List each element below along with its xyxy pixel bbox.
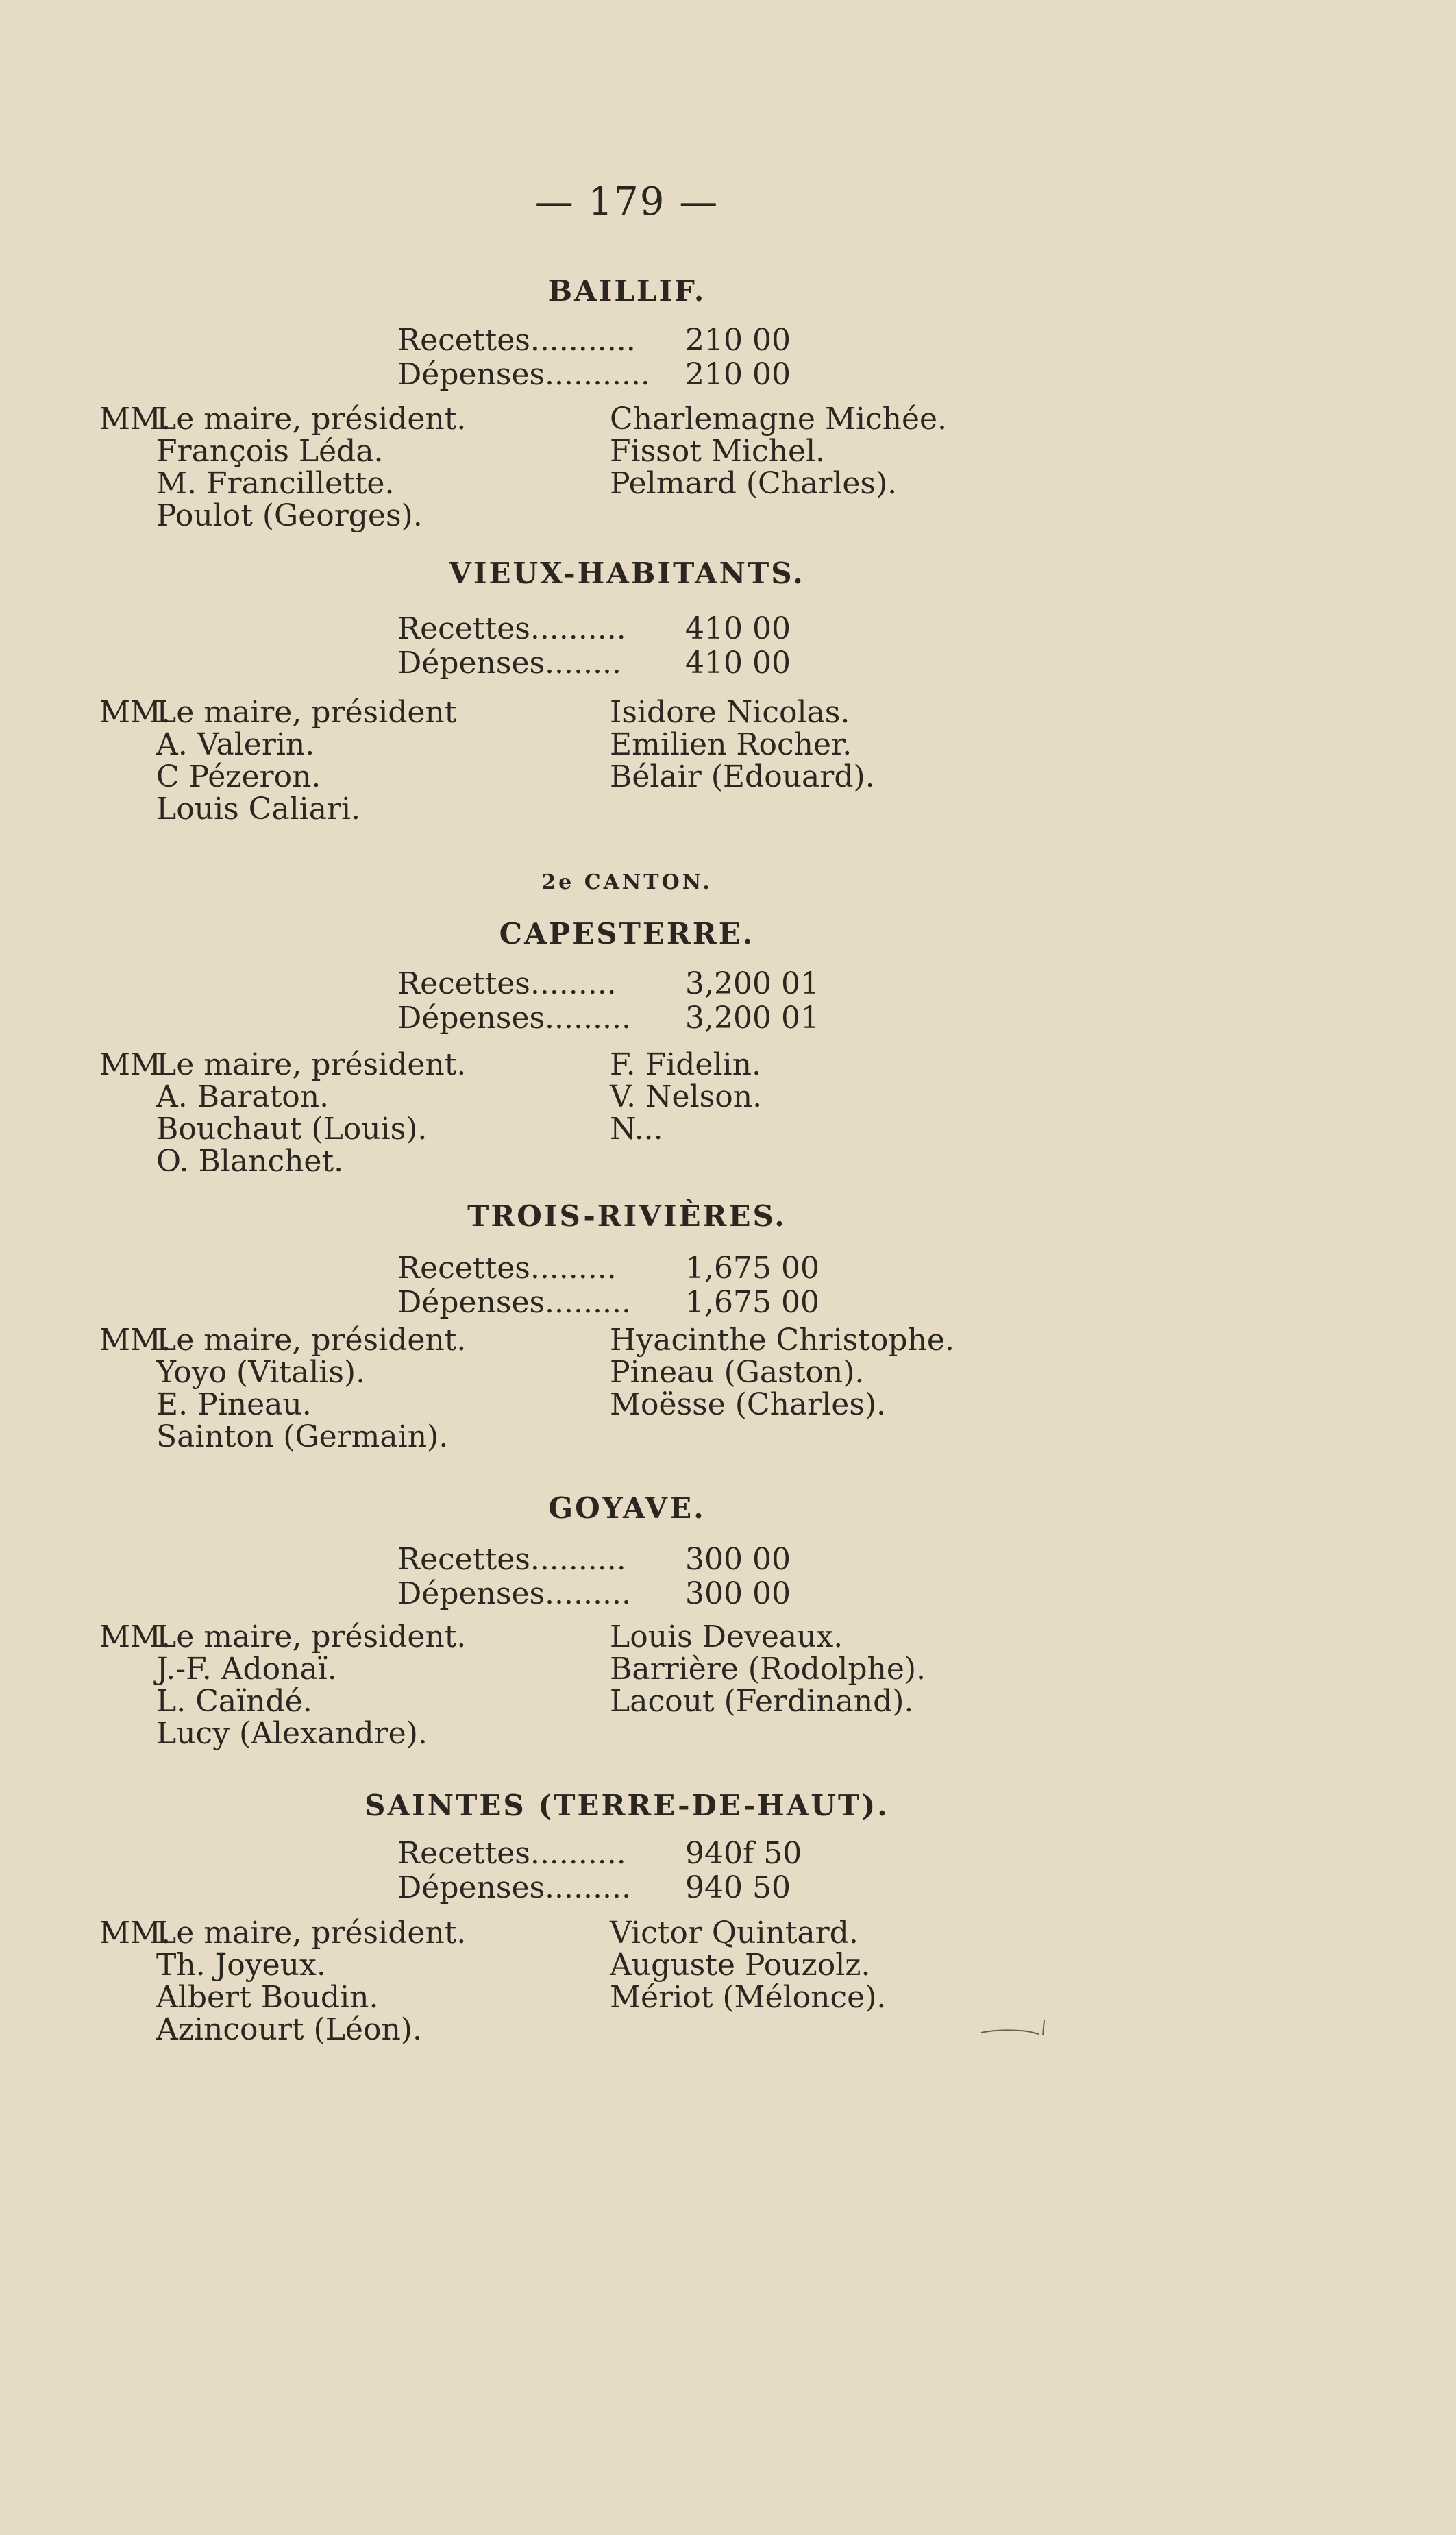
member: Le maire, président. — [156, 1619, 467, 1654]
depenses-label: Dépenses......... — [397, 1871, 631, 1905]
member: François Léda. — [156, 434, 384, 469]
finance-goyave — [397, 1543, 822, 1611]
section-title-capesterre: CAPESTERRE. — [499, 917, 755, 951]
member: Le maire, président. — [156, 1323, 467, 1358]
members-left-column — [99, 1917, 579, 2046]
depenses-label: Dépenses......... — [397, 1001, 631, 1036]
members-right-column — [610, 1324, 1021, 1421]
section-title-goyave: GOYAVE. — [548, 1491, 706, 1525]
recettes-label: Recettes.......... — [397, 1543, 626, 1577]
member: A. Baraton. — [156, 1079, 330, 1114]
member: Lacout (Ferdinand). — [610, 1684, 914, 1719]
member: N... — [610, 1112, 663, 1147]
member: Hyacinthe Christophe. — [610, 1323, 954, 1358]
recettes-label: Recettes......... — [397, 1251, 617, 1286]
finance-capesterre — [397, 967, 822, 1036]
member: F. Fidelin. — [610, 1047, 761, 1082]
page-number: — 179 — — [534, 180, 719, 224]
member: J.-F. Adonaï. — [156, 1652, 337, 1687]
members-left-column — [99, 696, 579, 825]
member: Barrière (Rodolphe). — [610, 1652, 926, 1687]
depenses-amount: 1,675 00 — [685, 1285, 819, 1320]
depenses-amount: 210 00 — [685, 357, 791, 392]
member: Pelmard (Charles). — [610, 466, 898, 501]
mm-label: MM. — [99, 402, 171, 437]
depenses-amount: 3,200 01 — [685, 1001, 819, 1036]
mm-label: MM. — [99, 1323, 171, 1358]
finance-vieux-habitants — [397, 612, 822, 681]
depenses-label: Dépenses......... — [397, 1286, 631, 1320]
depenses-amount: 940 50 — [685, 1870, 791, 1905]
members-right-column — [610, 1621, 1021, 1717]
recettes-amount: 210 00 — [685, 323, 791, 358]
member: Albert Boudin. — [156, 1980, 379, 2015]
member: Fissot Michel. — [610, 434, 826, 469]
member: Sainton (Germain). — [156, 1419, 449, 1454]
recettes-amount: 940f 50 — [685, 1836, 802, 1871]
canton-heading: 2e CANTON. — [541, 870, 713, 894]
member: Bélair (Edouard). — [610, 759, 875, 794]
members-left-column — [99, 1621, 579, 1750]
member: Charlemagne Michée. — [610, 402, 948, 437]
mm-label: MM. — [99, 1619, 171, 1654]
members-right-column — [610, 1049, 1021, 1145]
member: O. Blanchet. — [156, 1144, 344, 1179]
recettes-label: Recettes.......... — [397, 612, 626, 646]
member: C Pézeron. — [156, 759, 321, 794]
member: Lucy (Alexandre). — [156, 1716, 428, 1751]
member: V. Nelson. — [610, 1079, 763, 1114]
mm-label: MM. — [99, 695, 171, 730]
members-left-column — [99, 403, 579, 532]
members-left-column — [99, 1324, 579, 1453]
recettes-label: Recettes......... — [397, 967, 617, 1001]
section-title-trois-rivieres: TROIS-RIVIÈRES. — [467, 1199, 787, 1233]
recettes-label: Recettes........... — [397, 323, 636, 358]
member: Poulot (Georges). — [156, 498, 423, 533]
member: Victor Quintard. — [610, 1915, 859, 1950]
member: Auguste Pouzolz. — [610, 1948, 871, 1983]
member: Moësse (Charles). — [610, 1387, 887, 1422]
member: Azincourt (Léon). — [156, 2012, 422, 2047]
depenses-amount: 300 00 — [685, 1576, 791, 1611]
member: Le maire, président. — [156, 402, 467, 437]
section-title-saintes: SAINTES (TERRE-DE-HAUT). — [365, 1789, 889, 1822]
finance-saintes — [397, 1837, 822, 1905]
depenses-label: Dépenses......... — [397, 1577, 631, 1611]
depenses-label: Dépenses........... — [397, 358, 650, 392]
member: Pineau (Gaston). — [610, 1355, 865, 1390]
member: Mériot (Mélonce). — [610, 1980, 887, 2015]
mm-label: MM — [99, 1047, 162, 1082]
member: Le maire, président. — [156, 1915, 467, 1950]
member: Th. Joyeux. — [156, 1948, 326, 1983]
finance-baillif — [397, 323, 822, 392]
recettes-amount: 3,200 01 — [685, 966, 819, 1001]
member: Louis Deveaux. — [610, 1619, 843, 1654]
section-title-baillif: BAILLIF. — [547, 274, 706, 308]
member: Le maire, président. — [156, 1047, 467, 1082]
member: M. Francillette. — [156, 466, 395, 501]
recettes-amount: 1,675 00 — [685, 1251, 819, 1286]
member: Bouchaut (Louis). — [156, 1112, 428, 1147]
members-right-column — [610, 403, 1021, 500]
recettes-amount: 300 00 — [685, 1542, 791, 1577]
recettes-amount: 410 00 — [685, 611, 791, 646]
member: Louis Caliari. — [156, 792, 361, 826]
member: Isidore Nicolas. — [610, 695, 850, 730]
depenses-amount: 410 00 — [685, 646, 791, 681]
members-left-column — [99, 1049, 579, 1177]
member: Le maire, président — [156, 695, 457, 730]
mm-label: MM. — [99, 1915, 171, 1950]
members-right-column — [610, 1917, 1021, 2013]
depenses-label: Dépenses........ — [397, 646, 621, 681]
member: L. Caïndé. — [156, 1684, 312, 1719]
section-title-vieux-habitants: VIEUX-HABITANTS. — [449, 556, 805, 590]
member: E. Pineau. — [156, 1387, 312, 1422]
members-right-column — [610, 696, 1021, 793]
finance-trois-rivieres — [397, 1251, 822, 1320]
member: Yoyo (Vitalis). — [156, 1355, 366, 1390]
member: Emilien Rocher. — [610, 727, 852, 762]
recettes-label: Recettes.......... — [397, 1837, 626, 1871]
member: A. Valerin. — [156, 727, 315, 762]
ink-mark-icon — [980, 2015, 1055, 2042]
